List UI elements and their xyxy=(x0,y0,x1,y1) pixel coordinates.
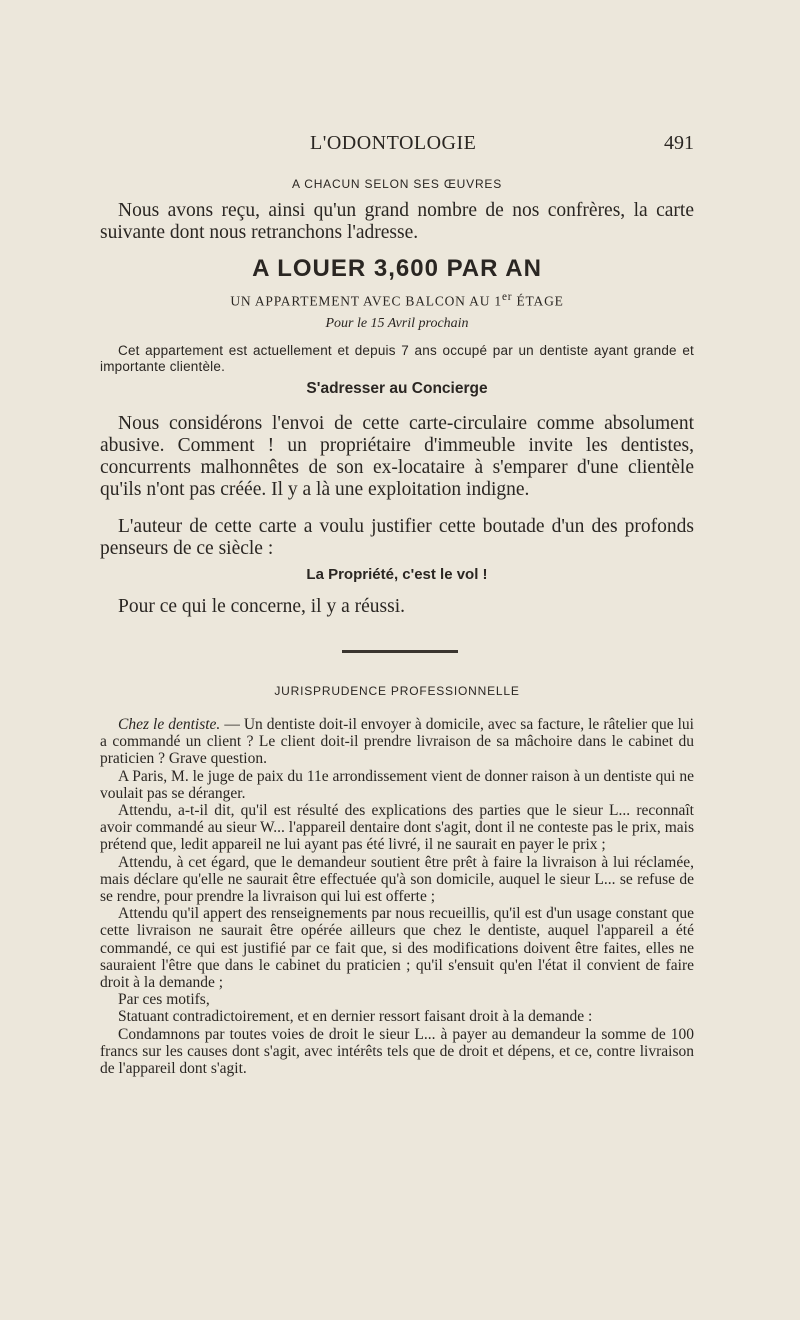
intro-paragraph: Nous avons reçu, ainsi qu'un grand nombre de nos confrères, la carte suivante dont nous retranchons l'adresse. xyxy=(100,200,694,243)
section-title-jurisprudence: JURISPRUDENCE PROFESSIONNELLE xyxy=(274,684,520,698)
page-number: 491 xyxy=(664,132,694,154)
jurisprudence-paragraph-2: A Paris, M. le juge de paix du 11e arrondissement vient de donner raison à un dentiste qui ne voulait pas se déranger. xyxy=(100,767,694,802)
journal-title: L'ODONTOLOGIE xyxy=(310,132,477,154)
jurisprudence-paragraph-1-text: — Un dentiste doit-il envoyer à domicile, avec sa facture, le râtelier que lui a commandé un client ? Le client doit-il prendre livraison de sa mâchoire dans le cabinet du praticien ? Grave question. xyxy=(100,716,694,768)
section-divider xyxy=(342,650,458,653)
advert-date-line: Pour le 15 Avril prochain xyxy=(325,316,469,331)
jurisprudence-paragraph-6: Par ces motifs, xyxy=(118,991,210,1009)
section-title-oeuvres: A CHACUN SELON SES ŒUVRES xyxy=(291,177,503,191)
advert-subline xyxy=(100,291,694,310)
commentary-paragraph-1: Nous considérons l'envoi de cette carte-circulaire comme absolument abusive. Comment ! un propriétaire d'immeuble invite les dentistes, concurrents malhonnêtes de son ex-locataire à s'emparer d'une clientèle qu'ils n'ont pas créée. Il y a là une exploitation indigne. xyxy=(100,413,694,500)
proudhon-maxim: La Propriété, c'est le vol ! xyxy=(306,566,488,583)
advert-subline-sup: er xyxy=(501,291,513,303)
advert-subline-main: UN APPARTEMENT AVEC BALCON AU 1 xyxy=(230,293,502,309)
running-header xyxy=(100,132,694,156)
jurisprudence-paragraph-8: Condamnons par toutes voies de droit le sieur L... à payer au demandeur la somme de 100 francs sur les causes dont s'agit, avec intérêts tels que de droit et dépens, et ce, contre livraison de l'appareil dont s'agit. xyxy=(100,1025,694,1078)
jurisprudence-paragraph-1 xyxy=(100,716,694,768)
advert-subline-end: ÉTAGE xyxy=(512,293,564,309)
advert-body: Cet appartement est actuellement et depuis 7 ans occupé par un dentiste ayant grande et importante clientèle. xyxy=(100,343,694,374)
jurisprudence-paragraph-3: Attendu, a-t-il dit, qu'il est résulté des explications des parties que le sieur L... reconnaît avoir commandé au sieur W... l'appareil dentaire dont s'agit, dont il ne conteste pas le prix, mais prétend que, ledit appareil ne lui ayant pas été livré, il ne saurait en payer le prix ; xyxy=(100,802,694,854)
jurisprudence-paragraph-5: Attendu qu'il appert des renseignements par nous recueillis, qu'il est d'un usage constant que cette livraison ne saurait être opérée ailleurs que chez le dentiste, auquel l'appareil a été commandé, ce qui est justifié par ce fait que, si des modifications doivent être faites, elles ne sauraient l'être que dans le cabinet du praticien ; qu'il s'ensuit qu'en l'état il convient de faire droit à la demande ; xyxy=(100,905,694,992)
commentary-paragraph-2: L'auteur de cette carte a voulu justifier cette boutade d'un des profonds penseurs de ce siècle : xyxy=(100,516,694,559)
jurisprudence-body xyxy=(100,716,694,1077)
jurisprudence-paragraph-4: Attendu, à cet égard, que le demandeur soutient être prêt à faire la livraison à lui réclamée, mais déclare qu'elle ne saurait être effectuée qu'à son domicile, auquel le sieur L... se refuse de se rendre, pour prendre la livraison qui lui est offerte ; xyxy=(100,853,694,906)
jurisprudence-lead: Chez le dentiste. xyxy=(118,716,221,733)
commentary-paragraph-3: Pour ce qui le concerne, il y a réussi. xyxy=(118,596,405,617)
advert-headline: A LOUER 3,600 PAR AN xyxy=(252,255,542,282)
advert-contact: S'adresser au Concierge xyxy=(306,380,488,397)
jurisprudence-paragraph-7: Statuant contradictoirement, et en dernier ressort faisant droit à la demande : xyxy=(118,1008,593,1026)
